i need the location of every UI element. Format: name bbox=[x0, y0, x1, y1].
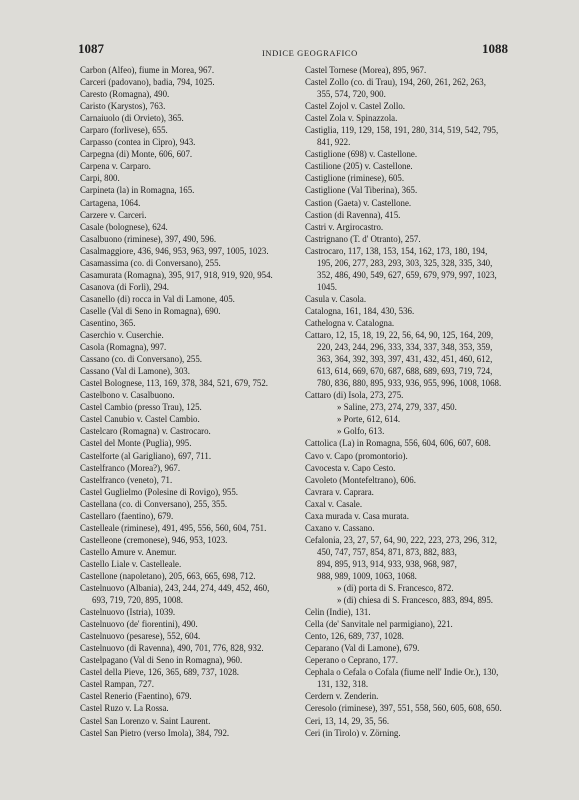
index-entry: Castion (di Ravenna), 415. bbox=[305, 209, 401, 220]
index-entry: Castel Renerio (Faentino), 679. bbox=[80, 691, 192, 702]
index-entry: Cattaro (di) Isola, 273, 275. bbox=[305, 390, 404, 401]
index-entry: Castelleone (cremonese), 946, 953, 1023. bbox=[80, 534, 228, 545]
index-entry: Casanova (di Forlì), 294. bbox=[80, 281, 169, 292]
index-entry: Castellana (co. di Conversano), 255, 355. bbox=[80, 498, 228, 509]
index-entry: Castel Zojol v. Castel Zollo. bbox=[305, 101, 405, 112]
index-entry: Cathelogna v. Catalogna. bbox=[305, 317, 395, 328]
index-entry: Castello Liale v. Castelleale. bbox=[80, 558, 182, 569]
index-entry: Cattolica (La) in Romagna, 556, 604, 606, 607, 608. bbox=[305, 438, 491, 449]
index-entry: 363, 364, 392, 393, 397, 431, 432, 451, 460, 612, bbox=[317, 354, 493, 365]
index-entry: Cavrara v. Caprara. bbox=[305, 486, 374, 497]
index-entry: Castelnuovo (Istria), 1039. bbox=[80, 607, 176, 618]
index-entry: Castellaro (faentino), 679. bbox=[80, 510, 174, 521]
index-entry: Casalbuono (riminese), 397, 490, 596. bbox=[80, 233, 217, 244]
index-entry: Castelnuovo (pesarese), 552, 604. bbox=[80, 631, 201, 642]
index-entry: Carpena v. Carparo. bbox=[80, 161, 151, 172]
index-entry: Carpi, 800. bbox=[80, 173, 120, 184]
running-title: INDICE GEOGRAFICO bbox=[262, 48, 358, 58]
index-entry: 1045. bbox=[317, 281, 337, 292]
index-entry: 613, 614, 669, 670, 687, 688, 689, 693, 719, 724, bbox=[317, 366, 493, 377]
index-entry: Castelfranco (Morea?), 967. bbox=[80, 462, 181, 473]
index-entry: Castion (Gaeta) v. Castellone. bbox=[305, 197, 412, 208]
index-entry: Castiglione (698) v. Castellone. bbox=[305, 149, 418, 160]
index-entry: 195, 206, 277, 283, 293, 303, 325, 328, 335, 340, bbox=[317, 257, 493, 268]
index-entry: Castel Canubio v. Castel Cambio. bbox=[80, 414, 200, 425]
index-entry: Castel Cambio (presso Trau), 125. bbox=[80, 402, 202, 413]
index-entry: Casamassima (co. di Conversano), 255. bbox=[80, 257, 221, 268]
index-entry: Castello Amure v. Anemur. bbox=[80, 546, 177, 557]
index-entry: Carpasso (contea in Cipro), 943. bbox=[80, 137, 196, 148]
index-entry: Casanello (di) rocca in Val di Lamone, 405. bbox=[80, 293, 235, 304]
page-number-left: 1087 bbox=[78, 41, 104, 56]
index-entry: Castilione (205) v. Castellone. bbox=[305, 161, 413, 172]
index-entry: Castelfranco (veneto), 71. bbox=[80, 474, 173, 485]
index-entry: Cento, 126, 689, 737, 1028. bbox=[305, 631, 404, 642]
index-entry: Carbon (Alfeo), fiume in Morea, 967. bbox=[80, 65, 215, 75]
index-entry: Castiglione (riminese), 605. bbox=[305, 173, 405, 184]
index-entry: Cephala o Cefala o Cofala (fiume nell' Indie Or.), 130, bbox=[305, 667, 499, 678]
index-entry: Ceresolo (riminese), 397, 551, 558, 560, 605, 608, 650. bbox=[305, 703, 502, 714]
index-entry: Castel Zola v. Spinazzola. bbox=[305, 113, 398, 124]
index-entry: 988, 989, 1009, 1063, 1068. bbox=[317, 570, 417, 581]
index-entry: Cavocesta v. Capo Cesto. bbox=[305, 462, 396, 473]
index-column-right bbox=[305, 64, 513, 739]
index-entry: Cavoleto (Montefeltrano), 606. bbox=[305, 474, 416, 485]
index-entry: » Golfo, 613. bbox=[337, 426, 385, 437]
index-entry: Carzere v. Carceri. bbox=[80, 209, 147, 220]
index-entry: Castrignano (T. d' Otranto), 257. bbox=[305, 233, 421, 244]
index-entry: 450, 747, 757, 854, 871, 873, 882, 883, bbox=[317, 546, 457, 557]
index-entry: Carpegna (di) Monte, 606, 607. bbox=[80, 149, 193, 160]
index-entry: Cattaro, 12, 15, 18, 19, 22, 56, 64, 90, 125, 164, 209, bbox=[305, 330, 494, 341]
index-entry: Castel San Pietro (verso Imola), 384, 792. bbox=[80, 727, 230, 738]
index-entry: Carnaiuolo (di Orvieto), 365. bbox=[80, 113, 184, 124]
index-entry: Caresto (Romagna), 490. bbox=[80, 89, 170, 100]
index-entry: Cassano (Val di Lamone), 303. bbox=[80, 366, 190, 377]
index-entry: Caxa murada v. Casa murata. bbox=[305, 510, 409, 521]
index-entry: Caxal v. Casale. bbox=[305, 498, 363, 509]
index-entry: Castelnuovo (Albania), 243, 244, 274, 449, 452, 460, bbox=[80, 583, 270, 594]
index-entry: Casula v. Casola. bbox=[305, 293, 367, 304]
index-entry: Castellone (napoletano), 205, 663, 665, 698, 712. bbox=[80, 570, 256, 581]
index-entry: Caserchio v. Cuserchie. bbox=[80, 330, 164, 341]
index-entry: Castel Ruzo v. La Rossa. bbox=[80, 703, 169, 714]
index-entry: Castel San Lorenzo v. Saint Laurent. bbox=[80, 715, 211, 726]
index-entry: » Saline, 273, 274, 279, 337, 450. bbox=[337, 402, 457, 413]
index-entry: Caselle (Val di Seno in Romagna), 690. bbox=[80, 305, 221, 316]
index-entry: Catalogna, 161, 184, 430, 536. bbox=[305, 305, 415, 316]
index-entry: Castel Zollo (co. di Trau), 194, 260, 261, 262, 263, bbox=[305, 77, 486, 88]
index-entry: Castelnuovo (de' fiorentini), 490. bbox=[80, 619, 198, 630]
index-entry: Casalmaggiore, 436, 946, 953, 963, 997, 1005, 1023. bbox=[80, 245, 269, 256]
index-entry: Castelbono v. Casalbuono. bbox=[80, 390, 175, 401]
index-entry: 841, 922. bbox=[317, 137, 351, 148]
index-column-left bbox=[80, 64, 280, 739]
index-entry: » (di) porta di S. Francesco, 872. bbox=[337, 583, 454, 594]
index-entry: 894, 895, 913, 914, 933, 938, 968, 987, bbox=[317, 558, 457, 569]
index-entry: Castrocaro, 117, 138, 153, 154, 162, 173, 180, 194, bbox=[305, 245, 488, 256]
index-entry: 355, 574, 720, 900. bbox=[317, 89, 386, 100]
index-entry: Cella (de' Sanvitale nel parmigiano), 221. bbox=[305, 619, 453, 630]
index-entry: Carceri (padovano), badia, 794, 1025. bbox=[80, 77, 215, 88]
index-entry: Castel Rampan, 727. bbox=[80, 679, 154, 690]
index-entry: 693, 719, 720, 895, 1008. bbox=[92, 595, 183, 606]
index-entry: Casola (Romagna), 997. bbox=[80, 342, 167, 353]
index-entry: 780, 836, 880, 895, 933, 936, 955, 996, 1008, 1068. bbox=[317, 378, 502, 389]
index-entry: Castel della Pieve, 126, 365, 689, 737, 1028. bbox=[80, 667, 239, 678]
index-entry: Ceri, 13, 14, 29, 35, 56. bbox=[305, 715, 390, 726]
index-entry: Castelnuovo (di Ravenna), 490, 701, 776, 828, 932. bbox=[80, 643, 264, 654]
index-entry: Cartagena, 1064. bbox=[80, 197, 141, 208]
index-entry: Casentino, 365. bbox=[80, 317, 136, 328]
index-entry: Casale (bolognese), 624. bbox=[80, 221, 168, 232]
index-entry: Ceperano o Ceprano, 177. bbox=[305, 655, 398, 666]
index-entry: Castel Guglielmo (Polesine di Rovigo), 955. bbox=[80, 486, 239, 497]
index-entry: Castel del Monte (Puglia), 995. bbox=[80, 438, 192, 449]
index-entry: 220, 243, 244, 296, 333, 334, 337, 348, 353, 359, bbox=[317, 342, 493, 353]
index-entry: Cavo v. Capo (promontorio). bbox=[305, 450, 408, 461]
index-entry: Cassano (co. di Conversano), 255. bbox=[80, 354, 203, 365]
index-entry: Carpineta (la) in Romagna, 165. bbox=[80, 185, 195, 196]
index-entry: Castri v. Argirocastro. bbox=[305, 221, 384, 232]
index-entry: Casamurata (Romagna), 395, 917, 918, 919, 920, 954. bbox=[80, 269, 273, 280]
index-entry: Ceparano (Val di Lamone), 679. bbox=[305, 643, 420, 654]
index-entry: Caxano v. Cassano. bbox=[305, 522, 375, 533]
index-entry: Celin (Indie), 131. bbox=[305, 607, 371, 618]
index-entry: Castelleale (riminese), 491, 495, 556, 560, 604, 751. bbox=[80, 522, 267, 533]
index-entry: Carparo (forlivese), 655. bbox=[80, 125, 168, 136]
index-entry: Castiglia, 119, 129, 158, 191, 280, 314, 519, 542, 795, bbox=[305, 125, 499, 136]
index-entry: Castelpagano (Val di Seno in Romagna), 960. bbox=[80, 655, 243, 666]
index-entry: 352, 486, 490, 549, 627, 659, 679, 979, 997, 1023, bbox=[317, 269, 497, 280]
index-entry: 131, 132, 318. bbox=[317, 679, 369, 690]
index-entry: Castel Bolognese, 113, 169, 378, 384, 521, 679, 752. bbox=[80, 378, 269, 389]
index-entry: Castel Tornese (Morea), 895, 967. bbox=[305, 65, 427, 75]
index-entry: Castiglione (Val Tiberina), 365. bbox=[305, 185, 418, 196]
index-entry: Cefalonia, 23, 27, 57, 64, 90, 222, 223, 273, 296, 312, bbox=[305, 534, 498, 545]
index-entry: Castelforte (al Garigliano), 697, 711. bbox=[80, 450, 212, 461]
page-number-right: 1088 bbox=[482, 41, 508, 56]
index-entry: Castelcaro (Romagna) v. Castrocaro. bbox=[80, 426, 211, 437]
index-entry: Cerdern v. Zenderin. bbox=[305, 691, 379, 702]
index-entry: Ceri (in Tirolo) v. Zörning. bbox=[305, 727, 401, 738]
index-entry: Caristo (Karystos), 763. bbox=[80, 101, 166, 112]
index-entry: » (di) chiesa di S. Francesco, 883, 894, 895. bbox=[337, 595, 494, 606]
index-entry: » Porte, 612, 614. bbox=[337, 414, 401, 425]
